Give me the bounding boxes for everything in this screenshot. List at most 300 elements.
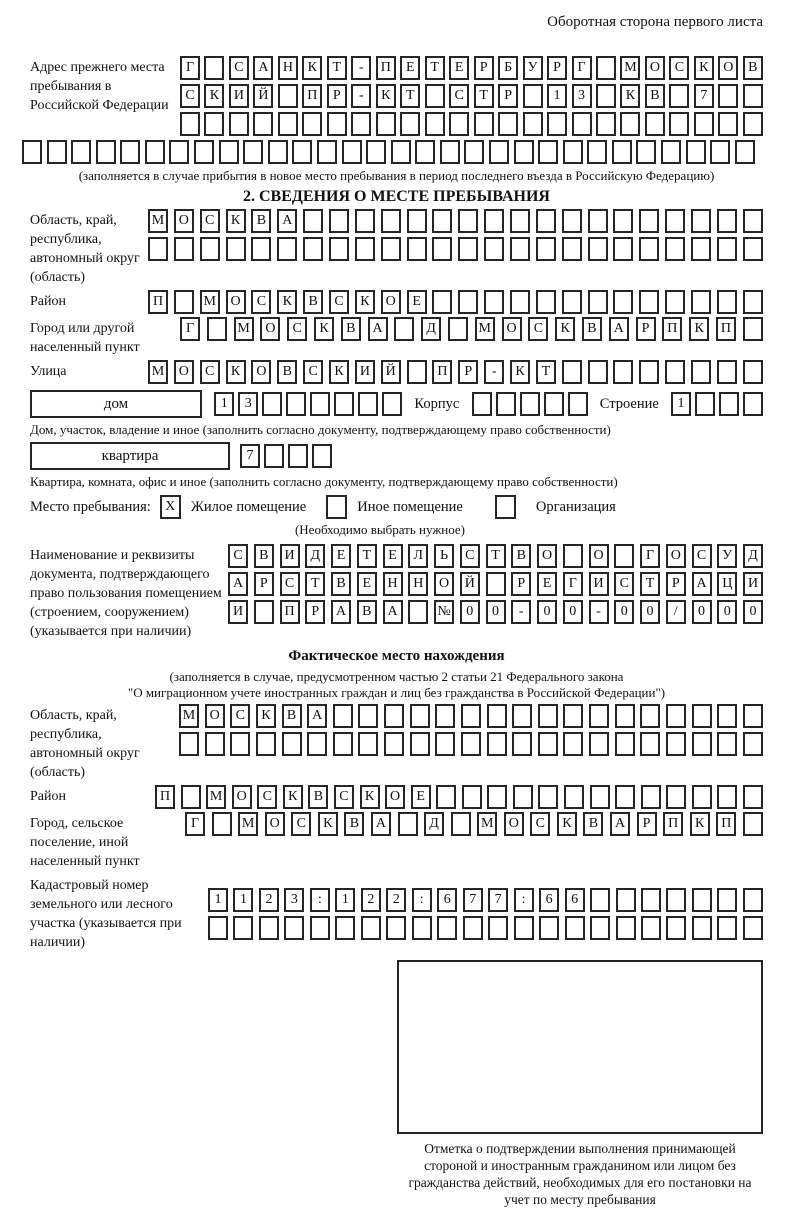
char-box[interactable]: Т bbox=[327, 56, 347, 80]
char-box[interactable] bbox=[538, 704, 558, 728]
char-box[interactable] bbox=[251, 237, 271, 261]
char-box[interactable]: 7 bbox=[240, 444, 260, 468]
char-box[interactable] bbox=[743, 209, 763, 233]
char-box[interactable]: О bbox=[260, 317, 280, 341]
char-box[interactable]: В bbox=[357, 600, 377, 624]
char-box[interactable] bbox=[415, 140, 435, 164]
char-box[interactable]: Р bbox=[666, 572, 686, 596]
char-box[interactable]: В bbox=[303, 290, 323, 314]
char-box[interactable]: Н bbox=[383, 572, 403, 596]
char-box[interactable] bbox=[538, 140, 558, 164]
char-box[interactable]: 1 bbox=[335, 888, 355, 912]
char-box[interactable] bbox=[432, 209, 452, 233]
char-box[interactable] bbox=[461, 732, 481, 756]
char-box[interactable]: Р bbox=[636, 317, 656, 341]
char-box[interactable]: - bbox=[351, 84, 371, 108]
char-box[interactable]: В bbox=[251, 209, 271, 233]
char-box[interactable] bbox=[207, 317, 227, 341]
char-box[interactable] bbox=[386, 916, 406, 940]
char-box[interactable] bbox=[496, 392, 516, 416]
char-box[interactable]: / bbox=[666, 600, 686, 624]
char-box[interactable]: П bbox=[280, 600, 300, 624]
char-box[interactable] bbox=[96, 140, 116, 164]
char-box[interactable]: 1 bbox=[214, 392, 234, 416]
char-box[interactable] bbox=[639, 290, 659, 314]
char-box[interactable]: К bbox=[694, 56, 714, 80]
char-box[interactable]: П bbox=[662, 317, 682, 341]
char-box[interactable]: 2 bbox=[259, 888, 279, 912]
char-box[interactable]: С bbox=[530, 812, 550, 836]
char-box[interactable] bbox=[174, 237, 194, 261]
char-box[interactable] bbox=[665, 360, 685, 384]
char-box[interactable] bbox=[743, 290, 763, 314]
char-box[interactable] bbox=[743, 916, 763, 940]
char-box[interactable] bbox=[692, 785, 712, 809]
char-box[interactable] bbox=[692, 704, 712, 728]
char-box[interactable] bbox=[717, 290, 737, 314]
char-box[interactable]: К bbox=[302, 56, 322, 80]
char-box[interactable]: В bbox=[511, 544, 531, 568]
char-box[interactable] bbox=[233, 916, 253, 940]
char-box[interactable]: Р bbox=[458, 360, 478, 384]
char-box[interactable] bbox=[194, 140, 214, 164]
char-box[interactable] bbox=[458, 237, 478, 261]
char-box[interactable] bbox=[230, 732, 250, 756]
char-box[interactable]: Т bbox=[640, 572, 660, 596]
char-box[interactable] bbox=[400, 112, 420, 136]
char-box[interactable] bbox=[523, 84, 543, 108]
char-box[interactable] bbox=[204, 56, 224, 80]
char-box[interactable] bbox=[717, 209, 737, 233]
char-box[interactable]: И bbox=[229, 84, 249, 108]
char-box[interactable] bbox=[148, 237, 168, 261]
char-box[interactable] bbox=[596, 112, 616, 136]
char-box[interactable] bbox=[307, 732, 327, 756]
char-box[interactable] bbox=[486, 572, 506, 596]
char-box[interactable] bbox=[691, 360, 711, 384]
char-box[interactable] bbox=[666, 916, 686, 940]
char-box[interactable]: В bbox=[341, 317, 361, 341]
apartment-field-box[interactable] bbox=[30, 442, 230, 470]
char-box[interactable] bbox=[613, 209, 633, 233]
char-box[interactable] bbox=[412, 916, 432, 940]
char-box[interactable]: Н bbox=[278, 56, 298, 80]
char-box[interactable] bbox=[200, 237, 220, 261]
char-box[interactable] bbox=[407, 360, 427, 384]
char-box[interactable]: Е bbox=[400, 56, 420, 80]
char-box[interactable]: Т bbox=[474, 84, 494, 108]
char-box[interactable] bbox=[615, 732, 635, 756]
char-box[interactable] bbox=[743, 704, 763, 728]
char-box[interactable] bbox=[303, 209, 323, 233]
char-box[interactable]: Р bbox=[637, 812, 657, 836]
char-box[interactable] bbox=[665, 209, 685, 233]
char-box[interactable]: В bbox=[277, 360, 297, 384]
char-box[interactable]: С bbox=[291, 812, 311, 836]
char-box[interactable] bbox=[435, 704, 455, 728]
char-box[interactable] bbox=[259, 916, 279, 940]
char-box[interactable]: О bbox=[666, 544, 686, 568]
char-box[interactable]: К bbox=[557, 812, 577, 836]
char-box[interactable] bbox=[449, 112, 469, 136]
char-box[interactable]: У bbox=[717, 544, 737, 568]
char-box[interactable]: Д bbox=[424, 812, 444, 836]
char-box[interactable] bbox=[382, 392, 402, 416]
char-box[interactable]: Е bbox=[357, 572, 377, 596]
char-box[interactable]: М bbox=[206, 785, 226, 809]
char-box[interactable]: : bbox=[514, 888, 534, 912]
char-box[interactable] bbox=[639, 360, 659, 384]
char-box[interactable]: 2 bbox=[361, 888, 381, 912]
checkbox-residential[interactable]: X bbox=[160, 495, 181, 519]
char-box[interactable]: К bbox=[690, 812, 710, 836]
char-box[interactable] bbox=[268, 140, 288, 164]
char-box[interactable] bbox=[639, 237, 659, 261]
char-box[interactable] bbox=[512, 704, 532, 728]
char-box[interactable] bbox=[717, 916, 737, 940]
char-box[interactable]: Е bbox=[331, 544, 351, 568]
char-box[interactable]: М bbox=[148, 360, 168, 384]
char-box[interactable] bbox=[694, 112, 714, 136]
char-box[interactable] bbox=[665, 290, 685, 314]
char-box[interactable] bbox=[407, 237, 427, 261]
char-box[interactable] bbox=[254, 600, 274, 624]
char-box[interactable] bbox=[512, 732, 532, 756]
char-box[interactable] bbox=[358, 704, 378, 728]
char-box[interactable]: С bbox=[251, 290, 271, 314]
char-box[interactable]: О bbox=[265, 812, 285, 836]
char-box[interactable]: Т bbox=[486, 544, 506, 568]
char-box[interactable]: К bbox=[226, 209, 246, 233]
char-box[interactable] bbox=[620, 112, 640, 136]
char-box[interactable]: П bbox=[148, 290, 168, 314]
char-box[interactable] bbox=[615, 785, 635, 809]
char-box[interactable] bbox=[432, 237, 452, 261]
char-box[interactable]: В bbox=[308, 785, 328, 809]
char-box[interactable]: Т bbox=[425, 56, 445, 80]
char-box[interactable]: 1 bbox=[671, 392, 691, 416]
char-box[interactable]: 0 bbox=[692, 600, 712, 624]
char-box[interactable]: Е bbox=[411, 785, 431, 809]
char-box[interactable] bbox=[616, 888, 636, 912]
char-box[interactable] bbox=[666, 888, 686, 912]
char-box[interactable]: К bbox=[314, 317, 334, 341]
char-box[interactable] bbox=[436, 785, 456, 809]
char-box[interactable]: 0 bbox=[717, 600, 737, 624]
char-box[interactable] bbox=[717, 732, 737, 756]
char-box[interactable] bbox=[612, 140, 632, 164]
char-box[interactable]: К bbox=[555, 317, 575, 341]
char-box[interactable] bbox=[440, 140, 460, 164]
char-box[interactable] bbox=[641, 916, 661, 940]
char-box[interactable] bbox=[636, 140, 656, 164]
char-box[interactable] bbox=[590, 916, 610, 940]
char-box[interactable]: Г bbox=[640, 544, 660, 568]
char-box[interactable]: О bbox=[251, 360, 271, 384]
char-box[interactable]: Т bbox=[400, 84, 420, 108]
char-box[interactable]: Т bbox=[357, 544, 377, 568]
char-box[interactable]: П bbox=[663, 812, 683, 836]
char-box[interactable] bbox=[563, 140, 583, 164]
char-box[interactable] bbox=[361, 916, 381, 940]
char-box[interactable] bbox=[462, 785, 482, 809]
char-box[interactable] bbox=[513, 785, 533, 809]
char-box[interactable]: С bbox=[180, 84, 200, 108]
char-box[interactable]: К bbox=[510, 360, 530, 384]
char-box[interactable] bbox=[743, 237, 763, 261]
char-box[interactable] bbox=[333, 704, 353, 728]
char-box[interactable] bbox=[562, 237, 582, 261]
char-box[interactable] bbox=[451, 812, 471, 836]
char-box[interactable] bbox=[498, 112, 518, 136]
char-box[interactable] bbox=[71, 140, 91, 164]
char-box[interactable] bbox=[484, 290, 504, 314]
char-box[interactable] bbox=[743, 785, 763, 809]
char-box[interactable] bbox=[284, 916, 304, 940]
char-box[interactable]: С bbox=[280, 572, 300, 596]
char-box[interactable] bbox=[355, 237, 375, 261]
char-box[interactable] bbox=[695, 392, 715, 416]
char-box[interactable] bbox=[277, 237, 297, 261]
char-box[interactable]: А bbox=[383, 600, 403, 624]
char-box[interactable] bbox=[448, 317, 468, 341]
char-box[interactable] bbox=[743, 360, 763, 384]
char-box[interactable] bbox=[562, 290, 582, 314]
char-box[interactable] bbox=[514, 916, 534, 940]
char-box[interactable] bbox=[661, 140, 681, 164]
char-box[interactable] bbox=[691, 209, 711, 233]
char-box[interactable] bbox=[563, 732, 583, 756]
char-box[interactable] bbox=[538, 732, 558, 756]
char-box[interactable]: № bbox=[434, 600, 454, 624]
char-box[interactable]: А bbox=[277, 209, 297, 233]
char-box[interactable] bbox=[590, 785, 610, 809]
char-box[interactable] bbox=[589, 732, 609, 756]
checkbox-organization[interactable] bbox=[495, 495, 516, 519]
char-box[interactable] bbox=[743, 732, 763, 756]
char-box[interactable]: С bbox=[200, 360, 220, 384]
char-box[interactable] bbox=[536, 209, 556, 233]
char-box[interactable] bbox=[463, 916, 483, 940]
char-box[interactable]: Т bbox=[305, 572, 325, 596]
char-box[interactable]: Л bbox=[408, 544, 428, 568]
char-box[interactable]: 0 bbox=[614, 600, 634, 624]
char-box[interactable] bbox=[282, 732, 302, 756]
char-box[interactable]: С bbox=[287, 317, 307, 341]
char-box[interactable] bbox=[435, 732, 455, 756]
char-box[interactable] bbox=[226, 237, 246, 261]
char-box[interactable]: М bbox=[200, 290, 220, 314]
char-box[interactable] bbox=[212, 812, 232, 836]
char-box[interactable]: С bbox=[460, 544, 480, 568]
char-box[interactable] bbox=[640, 704, 660, 728]
char-box[interactable] bbox=[669, 112, 689, 136]
char-box[interactable] bbox=[358, 732, 378, 756]
char-box[interactable] bbox=[288, 444, 308, 468]
char-box[interactable]: С bbox=[229, 56, 249, 80]
char-box[interactable]: П bbox=[376, 56, 396, 80]
char-box[interactable]: 0 bbox=[743, 600, 763, 624]
char-box[interactable]: К bbox=[256, 704, 276, 728]
char-box[interactable]: 1 bbox=[547, 84, 567, 108]
char-box[interactable]: Г bbox=[185, 812, 205, 836]
char-box[interactable]: С bbox=[614, 572, 634, 596]
char-box[interactable] bbox=[544, 392, 564, 416]
char-box[interactable]: О bbox=[434, 572, 454, 596]
char-box[interactable] bbox=[437, 916, 457, 940]
char-box[interactable] bbox=[335, 916, 355, 940]
char-box[interactable] bbox=[691, 290, 711, 314]
char-box[interactable] bbox=[563, 544, 583, 568]
char-box[interactable]: У bbox=[523, 56, 543, 80]
char-box[interactable]: С bbox=[200, 209, 220, 233]
char-box[interactable] bbox=[564, 785, 584, 809]
char-box[interactable] bbox=[394, 317, 414, 341]
char-box[interactable]: В bbox=[282, 704, 302, 728]
char-box[interactable] bbox=[286, 392, 306, 416]
char-box[interactable]: К bbox=[277, 290, 297, 314]
char-box[interactable] bbox=[539, 916, 559, 940]
char-box[interactable]: К bbox=[204, 84, 224, 108]
char-box[interactable] bbox=[572, 112, 592, 136]
char-box[interactable] bbox=[278, 84, 298, 108]
char-box[interactable] bbox=[743, 112, 763, 136]
char-box[interactable] bbox=[47, 140, 67, 164]
char-box[interactable]: Р bbox=[305, 600, 325, 624]
char-box[interactable] bbox=[596, 84, 616, 108]
char-box[interactable]: О bbox=[645, 56, 665, 80]
char-box[interactable] bbox=[538, 785, 558, 809]
char-box[interactable]: 0 bbox=[563, 600, 583, 624]
char-box[interactable]: В bbox=[582, 317, 602, 341]
char-box[interactable] bbox=[381, 237, 401, 261]
char-box[interactable] bbox=[474, 112, 494, 136]
char-box[interactable]: О bbox=[232, 785, 252, 809]
char-box[interactable] bbox=[264, 444, 284, 468]
char-box[interactable]: Н bbox=[408, 572, 428, 596]
char-box[interactable] bbox=[520, 392, 540, 416]
char-box[interactable] bbox=[717, 704, 737, 728]
char-box[interactable] bbox=[398, 812, 418, 836]
char-box[interactable]: С bbox=[303, 360, 323, 384]
char-box[interactable] bbox=[692, 888, 712, 912]
char-box[interactable] bbox=[686, 140, 706, 164]
char-box[interactable]: В bbox=[645, 84, 665, 108]
char-box[interactable]: Е bbox=[383, 544, 403, 568]
char-box[interactable]: С bbox=[692, 544, 712, 568]
char-box[interactable] bbox=[384, 704, 404, 728]
char-box[interactable]: О bbox=[174, 360, 194, 384]
char-box[interactable]: М bbox=[477, 812, 497, 836]
char-box[interactable] bbox=[616, 916, 636, 940]
char-box[interactable]: А bbox=[228, 572, 248, 596]
char-box[interactable]: И bbox=[589, 572, 609, 596]
char-box[interactable]: Р bbox=[474, 56, 494, 80]
char-box[interactable]: В bbox=[254, 544, 274, 568]
checkbox-other-premises[interactable] bbox=[326, 495, 347, 519]
char-box[interactable]: Б bbox=[498, 56, 518, 80]
char-box[interactable] bbox=[588, 290, 608, 314]
char-box[interactable]: 1 bbox=[208, 888, 228, 912]
char-box[interactable]: О bbox=[381, 290, 401, 314]
char-box[interactable] bbox=[181, 785, 201, 809]
char-box[interactable] bbox=[719, 392, 739, 416]
char-box[interactable]: Е bbox=[537, 572, 557, 596]
char-box[interactable]: К bbox=[283, 785, 303, 809]
char-box[interactable]: А bbox=[253, 56, 273, 80]
char-box[interactable]: О bbox=[504, 812, 524, 836]
char-box[interactable]: Й bbox=[381, 360, 401, 384]
char-box[interactable]: С bbox=[528, 317, 548, 341]
house-field-box[interactable] bbox=[30, 390, 202, 418]
char-box[interactable] bbox=[342, 140, 362, 164]
char-box[interactable] bbox=[310, 916, 330, 940]
char-box[interactable]: О bbox=[226, 290, 246, 314]
char-box[interactable] bbox=[588, 237, 608, 261]
char-box[interactable] bbox=[376, 112, 396, 136]
char-box[interactable]: Ь bbox=[434, 544, 454, 568]
char-box[interactable]: М bbox=[238, 812, 258, 836]
char-box[interactable] bbox=[333, 732, 353, 756]
char-box[interactable]: С bbox=[228, 544, 248, 568]
char-box[interactable] bbox=[169, 140, 189, 164]
char-box[interactable]: Е bbox=[407, 290, 427, 314]
char-box[interactable]: - bbox=[484, 360, 504, 384]
char-box[interactable] bbox=[384, 732, 404, 756]
char-box[interactable] bbox=[262, 392, 282, 416]
char-box[interactable] bbox=[510, 209, 530, 233]
char-box[interactable] bbox=[219, 140, 239, 164]
char-box[interactable] bbox=[317, 140, 337, 164]
char-box[interactable] bbox=[613, 237, 633, 261]
char-box[interactable] bbox=[743, 812, 763, 836]
char-box[interactable]: Ц bbox=[717, 572, 737, 596]
char-box[interactable] bbox=[487, 732, 507, 756]
char-box[interactable] bbox=[536, 290, 556, 314]
char-box[interactable]: Г bbox=[563, 572, 583, 596]
char-box[interactable]: Д bbox=[421, 317, 441, 341]
char-box[interactable]: С bbox=[449, 84, 469, 108]
char-box[interactable] bbox=[432, 290, 452, 314]
char-box[interactable] bbox=[256, 732, 276, 756]
char-box[interactable]: И bbox=[228, 600, 248, 624]
char-box[interactable] bbox=[351, 112, 371, 136]
char-box[interactable]: В bbox=[331, 572, 351, 596]
char-box[interactable] bbox=[303, 237, 323, 261]
char-box[interactable] bbox=[645, 112, 665, 136]
char-box[interactable]: О bbox=[502, 317, 522, 341]
char-box[interactable] bbox=[292, 140, 312, 164]
char-box[interactable]: Й bbox=[460, 572, 480, 596]
char-box[interactable]: Р bbox=[547, 56, 567, 80]
char-box[interactable] bbox=[710, 140, 730, 164]
char-box[interactable] bbox=[691, 237, 711, 261]
char-box[interactable] bbox=[563, 704, 583, 728]
char-box[interactable]: Р bbox=[327, 84, 347, 108]
char-box[interactable] bbox=[641, 888, 661, 912]
char-box[interactable]: - bbox=[589, 600, 609, 624]
char-box[interactable] bbox=[329, 237, 349, 261]
char-box[interactable] bbox=[458, 290, 478, 314]
char-box[interactable]: А bbox=[368, 317, 388, 341]
char-box[interactable] bbox=[596, 56, 616, 80]
char-box[interactable]: М bbox=[179, 704, 199, 728]
char-box[interactable]: 6 bbox=[437, 888, 457, 912]
char-box[interactable]: М bbox=[475, 317, 495, 341]
char-box[interactable]: О bbox=[718, 56, 738, 80]
char-box[interactable] bbox=[243, 140, 263, 164]
char-box[interactable] bbox=[666, 785, 686, 809]
